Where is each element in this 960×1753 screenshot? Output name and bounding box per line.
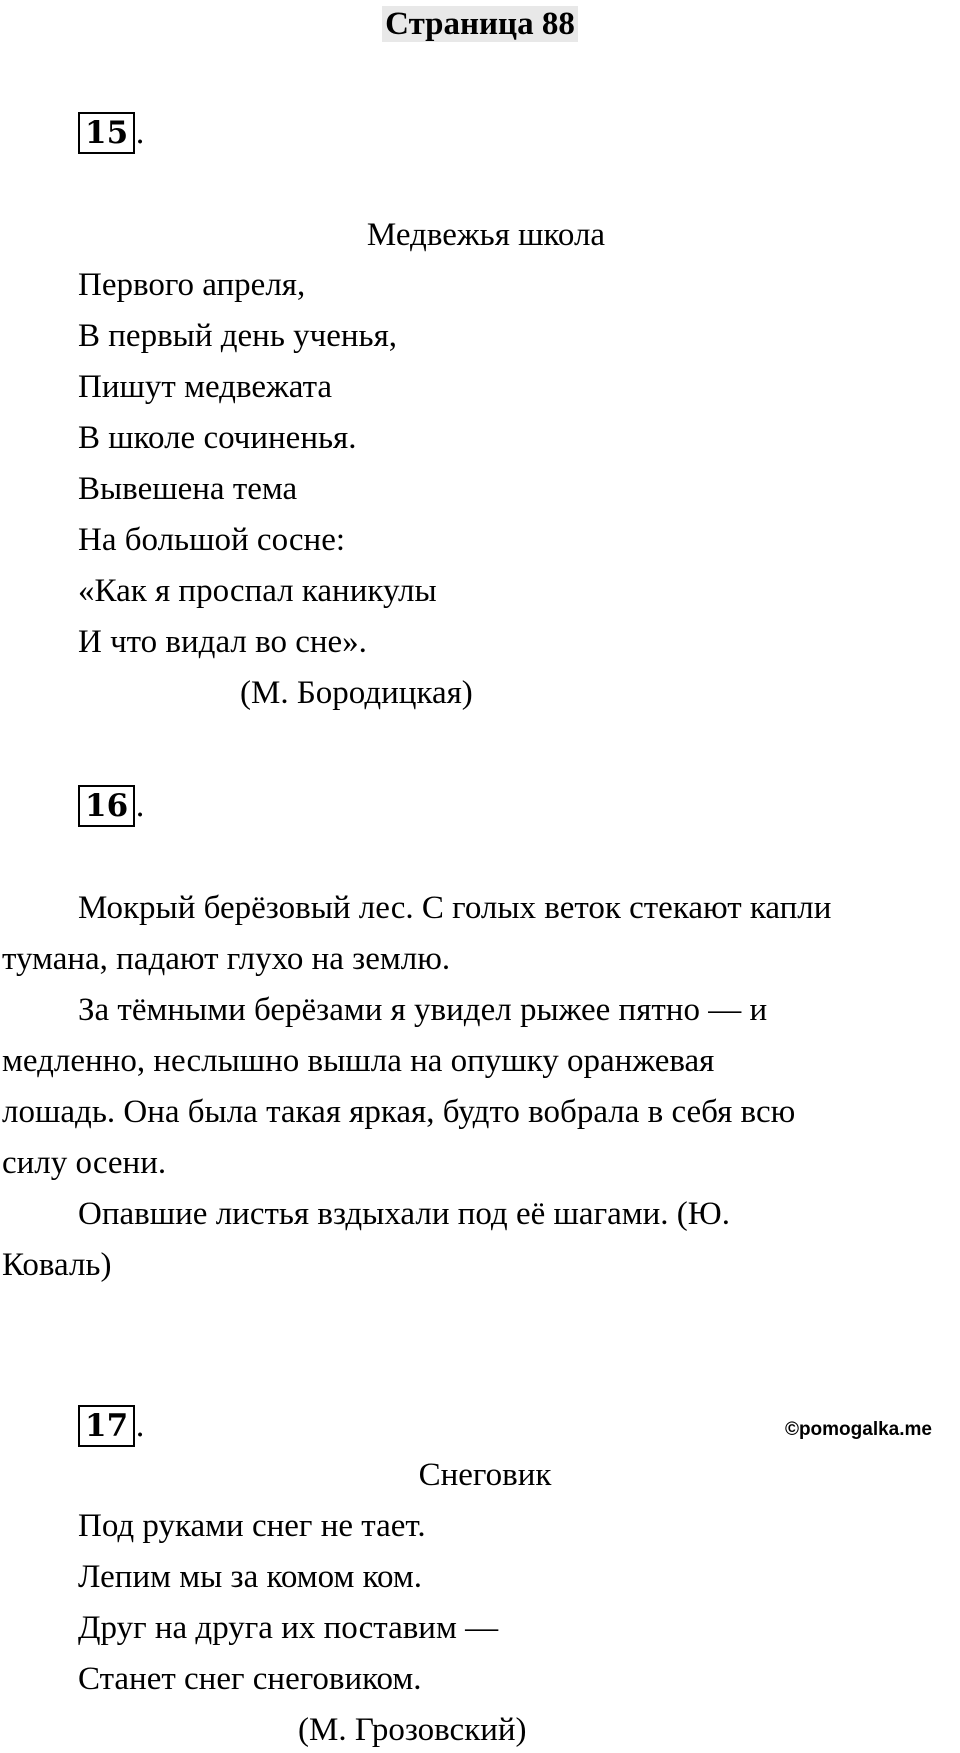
text-line: тумана, падают глухо на землю. <box>2 941 451 977</box>
poem-author: (М. Грозовский) <box>298 1712 527 1748</box>
exercise-number-dot: . <box>135 1408 145 1444</box>
exercise-number-17 <box>78 1405 145 1447</box>
poem-line: В школе сочиненья. <box>78 420 357 456</box>
poem-line: «Как я проспал каникулы <box>78 573 437 609</box>
text-line: Опавшие листья вздыхали под её шагами. (Ю. <box>78 1196 730 1232</box>
exercise-number-box: 15 <box>78 112 135 154</box>
text-line: Мокрый берёзовый лес. С голых веток стекают капли <box>78 890 832 926</box>
poem-title: Медвежья школа <box>366 217 606 253</box>
page-title <box>0 2 960 46</box>
text-line: медленно, неслышно вышла на опушку оранжевая <box>2 1043 715 1079</box>
exercise-number-dot: . <box>135 788 145 824</box>
poem-line: Вывешена тема <box>78 471 298 507</box>
exercise-number-15 <box>78 112 145 154</box>
poem-title: Снеговик <box>418 1457 552 1493</box>
poem-line: На большой сосне: <box>78 522 346 558</box>
poem-line: Лепим мы за комом ком. <box>78 1559 422 1595</box>
exercise-number-16 <box>78 785 145 827</box>
poem-line: Станет снег снеговиком. <box>78 1661 422 1697</box>
poem-author: (М. Бородицкая) <box>240 675 473 711</box>
exercise-number-box: 16 <box>78 785 135 827</box>
exercise-number-dot: . <box>135 115 145 151</box>
poem-line: И что видал во сне». <box>78 624 367 660</box>
page-title-text: Страница 88 <box>382 6 578 42</box>
exercise-number-box: 17 <box>78 1405 135 1447</box>
text-line: силу осени. <box>2 1145 167 1181</box>
poem-line: Под руками снег не тает. <box>78 1508 426 1544</box>
text-line: За тёмными берёзами я увидел рыжее пятно — и <box>78 992 768 1028</box>
text-line: лошадь. Она была такая яркая, будто вобрала в себя всю <box>2 1094 796 1130</box>
poem-line: В первый день ученья, <box>78 318 398 354</box>
poem-line: Друг на друга их поставим — <box>78 1610 499 1646</box>
poem-line: Пишут медвежата <box>78 369 333 405</box>
watermark: ©pomogalka.me <box>784 1419 932 1440</box>
text-line: Коваль) <box>2 1247 112 1283</box>
poem-line: Первого апреля, <box>78 267 306 303</box>
